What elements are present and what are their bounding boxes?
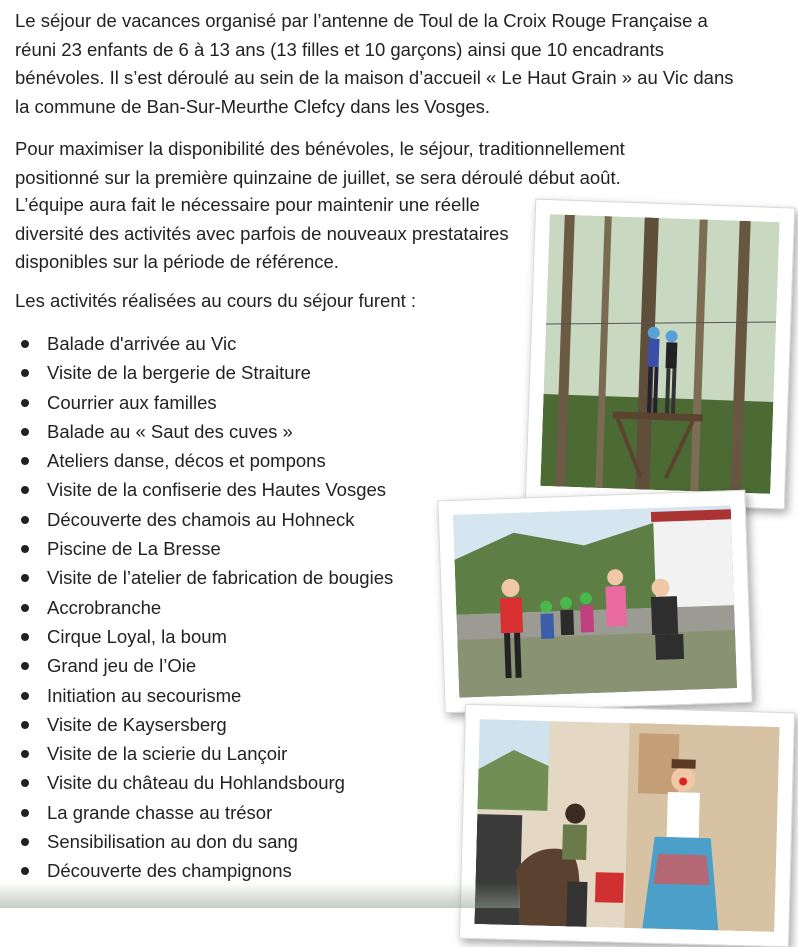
list-item: Sensibilisation au don du sang xyxy=(15,827,393,856)
list-item: Balade au « Saut des cuves » xyxy=(15,417,393,446)
list-item: Initiation au secourisme xyxy=(15,681,393,710)
list-item: Ateliers danse, décos et pompons xyxy=(15,446,393,475)
list-item: Visite de la scierie du Lançoir xyxy=(15,739,393,768)
list-item: Visite de l’atelier de fabrication de bougies xyxy=(15,563,393,592)
dates-paragraph: Pour maximiser la disponibilité des bénévoles, le séjour, traditionnellement positionné sur la première quinzaine de juillet, se sera déroulé début août. xyxy=(15,138,625,188)
list-item: Grand jeu de l’Oie xyxy=(15,651,393,680)
photo-accrobranche xyxy=(525,199,795,510)
list-item: Visite du château du Hohlandsbourg xyxy=(15,768,393,797)
bottom-decoration xyxy=(0,882,520,908)
list-item: La grande chasse au trésor xyxy=(15,798,393,827)
list-item: Accrobranche xyxy=(15,593,393,622)
list-item: Visite de la confiserie des Hautes Vosges xyxy=(15,475,393,504)
photo-clown xyxy=(459,704,795,947)
list-item: Découverte des chamois au Hohneck xyxy=(15,505,393,534)
list-item: Piscine de La Bresse xyxy=(15,534,393,563)
list-item: Visite de la bergerie de Straiture xyxy=(15,358,393,387)
activities-heading: Les activités réalisées au cours du séjour furent : xyxy=(15,290,417,311)
clown-image xyxy=(474,719,779,932)
activities-list xyxy=(15,329,393,886)
list-item: Cirque Loyal, la boum xyxy=(15,622,393,651)
list-item: Balade d'arrivée au Vic xyxy=(15,329,393,358)
diversity-paragraph: L’équipe aura fait le nécessaire pour maintenir une réelle diversité des activités avec parfois de nouveaux prestataires disponibles sur la période de référence. xyxy=(15,194,509,272)
list-item: Courrier aux familles xyxy=(15,388,393,417)
forest-image xyxy=(540,214,779,494)
list-item: Découverte des champignons xyxy=(15,856,393,885)
list-item: Visite de Kaysersberg xyxy=(15,710,393,739)
intro-paragraph: Le séjour de vacances organisé par l’antenne de Toul de la Croix Rouge Française a réuni 23 enfants de 6 à 13 ans (13 filles et 10 garçons) ainsi que 10 encadrants bénévoles. Il s’est déroulé au sein de la maison d’accueil « Le Haut Grain » au Vic dans la commune de Ban-Sur-Meurthe Clefcy dans les Vosges. xyxy=(15,10,734,117)
group-image xyxy=(453,505,737,698)
photo-group-outdoors xyxy=(437,490,752,714)
